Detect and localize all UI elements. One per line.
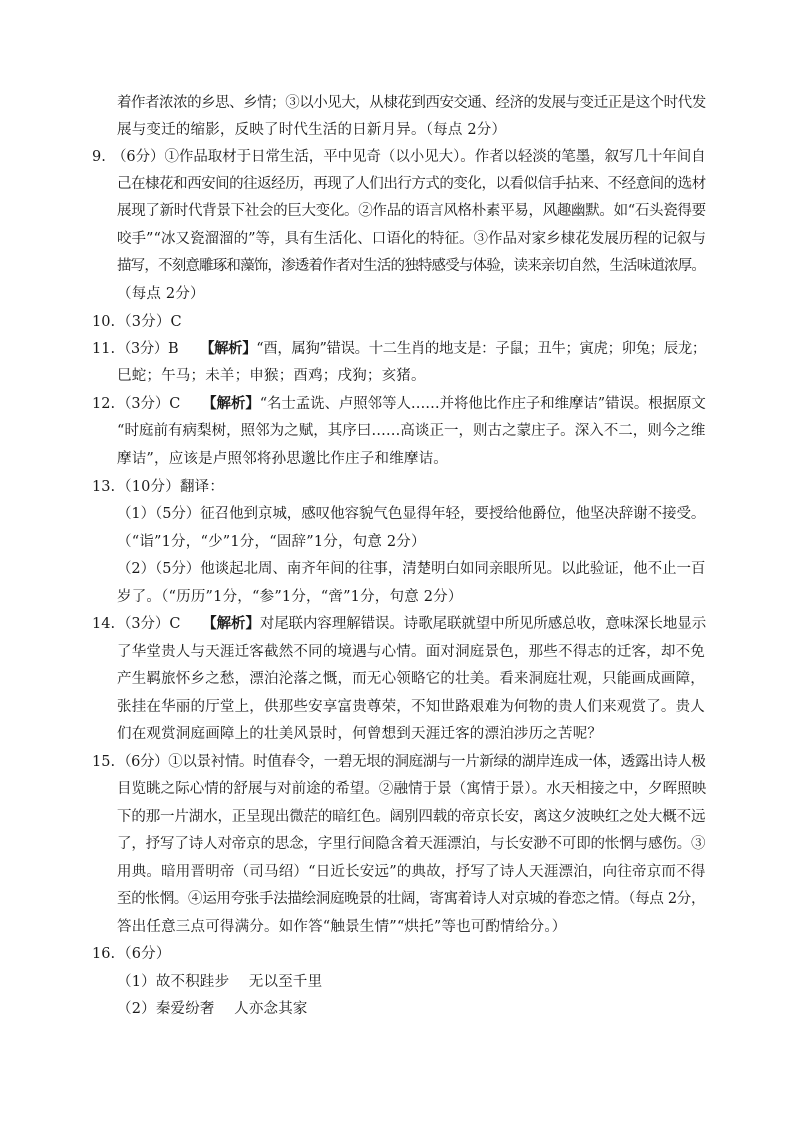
answer-9-line-5: 描写，不刻意雕琢和藻饰，渗透着作者对生活的独特感受与体验，读来亲切自然，生活味道浓厚。 bbox=[117, 258, 706, 274]
question-10-number: 10. bbox=[92, 314, 116, 330]
answer-12-analysis-tag: 【解析】 bbox=[202, 395, 260, 412]
answer-14-choice: （3分）C bbox=[117, 616, 181, 632]
answer-16-line-3: （2）秦爱纷奢 人亦念其家 bbox=[117, 1001, 308, 1017]
answer-10-line-1: （3分）C bbox=[117, 314, 182, 330]
answer-9-line-2: 己在棣花和西安间的往返经历，再现了人们出行方式的变化，以看似信手拈来、不经意间的选材 bbox=[117, 176, 706, 192]
answer-15-line-2: 目览眺之际心情的舒展与对前途的希望。②融情于景（寓情于景）。水天相接之中，夕晖照映 bbox=[117, 781, 707, 797]
answer-14-analysis-tag: 【解析】 bbox=[202, 615, 260, 632]
answer-15-line-5: 用典。暗用晋明帝（司马绍）“日近长安远”的典故，抒写了诗人天涯漂泊，向往帝京而不得 bbox=[117, 864, 706, 880]
answer-15-line-1: （6分）①以景衬情。时值春令，一碧无垠的洞庭湖与一片新绿的湖岸连成一体，透露出诗人极 bbox=[117, 754, 706, 770]
answer-13-line-3: （“诣”1分，“少”1分，“固辞”1分，句意 2分） bbox=[117, 534, 426, 550]
question-12-number: 12. bbox=[92, 396, 116, 412]
answer-12-line-2: “时庭前有病梨树，照邻为之赋，其序曰……高谈正一，则古之蒙庄子。深入不二，则今之维 bbox=[117, 423, 706, 439]
answer-12-first-line bbox=[117, 394, 706, 414]
answer-14-line-5: 们在观赏洞庭画障上的壮美风景时，何曾想到天涯迁客的漂泊涉历之苦呢？ bbox=[117, 726, 603, 742]
answer-11-analysis-tag: 【解析】 bbox=[200, 340, 257, 357]
answer-15-line-4: 了，抒写了诗人对帝京的思念，字里行间隐含着天涯漂泊，与长安渺不可即的怅惘与感伤。③ bbox=[117, 836, 706, 852]
answer-11-analysis-text: “酉，属狗”错误。十二生肖的地支是：子鼠；丑牛；寅虎；卯兔；辰龙； bbox=[256, 341, 706, 357]
question-15-number: 15. bbox=[92, 754, 116, 770]
question-14-number: 14. bbox=[92, 616, 116, 632]
answer-16-line-1: （6分） bbox=[117, 946, 171, 962]
answer-14-first-line bbox=[117, 614, 706, 634]
answer-13-line-4: （2）（5分）他谈起北周、南齐年间的往事，清楚明白如同亲眼所见。以此验证，他不止一百 bbox=[117, 561, 706, 577]
answer-16-line-2: （1）故不积跬步 无以至千里 bbox=[117, 974, 323, 990]
answer-12-choice: （3分）C bbox=[117, 396, 181, 412]
question-11-number: 11. bbox=[92, 341, 116, 357]
answer-8-continuation-line-1: 着作者浓浓的乡思、乡情；③以小见大，从棣花到西安交通、经济的发展与变迁正是这个时代发 bbox=[117, 95, 706, 111]
answer-13-line-2: （1）（5分）征召他到京城，感叹他容貌气色显得年轻，要授给他爵位，他坚决辞谢不接受。 bbox=[117, 506, 706, 522]
question-9-number: 9. bbox=[92, 149, 106, 165]
answer-13-line-5: 岁了。（“历历”1分，“参”1分，“啻”1分，句意 2分） bbox=[117, 589, 463, 605]
answer-12-analysis-text: “名士孟诜、卢照邻等人……并将他比作庄子和维摩诘”错误。根据原文 bbox=[259, 396, 706, 412]
question-13-number: 13. bbox=[92, 479, 116, 495]
answer-14-line-4: 张挂在华丽的厅堂上，供那些安享富贵尊荣，不知世路艰难为何物的贵人们来观赏了。贵人 bbox=[117, 699, 705, 715]
answer-8-continuation-line-2: 展与变迁的缩影，反映了时代生活的日新月异。（每点 2分） bbox=[117, 122, 507, 138]
answer-11-first-line bbox=[117, 339, 706, 359]
answer-13-line-1: （10分）翻译： bbox=[117, 479, 225, 495]
answer-15-line-6: 至的怅惘。④运用夸张手法描绘洞庭晚景的壮阔，寄寓着诗人对京城的眷恋之情。（每点 2分， bbox=[117, 891, 706, 907]
answer-15-line-7: 答出任意三点可得满分。如作答“触景生情”“烘托”等也可酌情给分。） bbox=[117, 919, 567, 935]
answer-12-line-3: 摩诘”，应该是卢照邻将孙思邈比作庄子和维摩诘。 bbox=[117, 451, 449, 467]
answer-11-line-2: 巳蛇；午马；未羊；申猴；酉鸡；戌狗；亥猪。 bbox=[117, 368, 426, 384]
question-16-number: 16. bbox=[92, 946, 116, 962]
answer-14-line-3: 产生羁旅怀乡之愁，漂泊沦落之慨，而无心领略它的壮美。看来洞庭壮观，只能画成画障， bbox=[117, 671, 705, 687]
answer-9-line-6: （每点 2分） bbox=[117, 286, 205, 302]
answer-9-line-3: 展现了新时代背景下社会的巨大变化。②作品的语言风格朴素平易，风趣幽默。如“石头瓷得要 bbox=[117, 203, 706, 219]
answer-11-choice: （3分）B bbox=[117, 341, 179, 357]
answer-14-line-2: 了华堂贵人与天涯迁客截然不同的境遇与心情。面对洞庭景色，那些不得志的迁客，却不免 bbox=[117, 644, 705, 660]
answer-14-analysis-text: 对尾联内容理解错误。诗歌尾联就望中所见所感总收，意味深长地显示 bbox=[259, 616, 707, 632]
answer-15-line-3: 下的那一片湖水，正呈现出微茫的暗红色。阔别四载的帝京长安，离这夕波映红之处大概不远 bbox=[117, 809, 706, 825]
answer-9-line-1: （6分）①作品取材于日常生活，平中见奇（以小见大）。作者以轻淡的笔墨，叙写几十年间自 bbox=[112, 149, 706, 165]
answer-9-line-4: 咬手”“冰又瓷溜溜的”等，具有生活化、口语化的特征。③作品对家乡棣花发展历程的记叙与 bbox=[117, 231, 706, 247]
